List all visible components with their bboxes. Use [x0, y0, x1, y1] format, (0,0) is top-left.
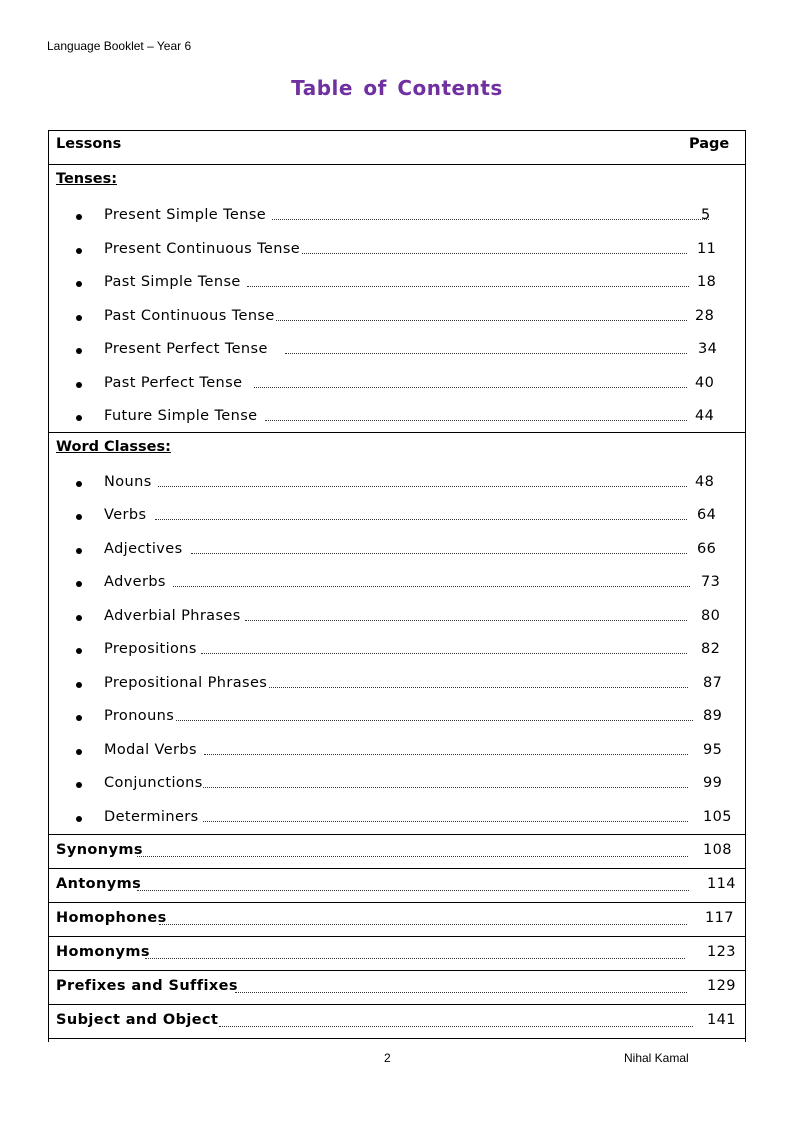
dot-leader	[254, 387, 687, 388]
lessons-column-header: Lessons	[56, 136, 122, 152]
section-title: Tenses:	[56, 171, 118, 187]
dot-leader	[203, 821, 688, 822]
dot-leader	[173, 586, 690, 587]
entry-page: 40	[695, 375, 715, 391]
entry-page: 34	[698, 341, 718, 357]
dot-leader	[219, 1026, 693, 1027]
entry-label: Nouns	[104, 474, 152, 490]
entry-label: Verbs	[104, 507, 147, 523]
page-title: Table of Contents	[291, 76, 503, 100]
entry-label: Future Simple Tense	[104, 408, 258, 424]
dot-leader	[247, 286, 689, 287]
dot-leader	[137, 856, 688, 857]
bullet-icon	[76, 715, 82, 721]
toc-entry[interactable]	[49, 207, 745, 234]
entry-page: 66	[697, 541, 717, 557]
entry-label: Past Continuous Tense	[104, 308, 275, 324]
bullet-icon	[76, 281, 82, 287]
entry-label: Adverbs	[104, 574, 166, 590]
entry-label: Conjunctions	[104, 775, 203, 791]
toc-entry-synonyms[interactable]	[49, 835, 745, 869]
dot-leader	[159, 924, 687, 925]
section-word-classes	[49, 433, 745, 835]
entry-label: Modal Verbs	[104, 742, 197, 758]
dot-leader	[137, 890, 689, 891]
bullet-icon	[76, 348, 82, 354]
entry-label: Past Perfect Tense	[104, 375, 243, 391]
toc-entry[interactable]	[49, 608, 745, 635]
toc-entry[interactable]	[49, 641, 745, 668]
dot-leader	[265, 420, 687, 421]
entry-label: Prefixes and Suffixes	[56, 978, 238, 994]
dot-leader	[176, 720, 693, 721]
bullet-icon	[76, 615, 82, 621]
entry-page: 28	[695, 308, 715, 324]
toc-entry[interactable]	[49, 408, 745, 435]
bullet-icon	[76, 749, 82, 755]
dot-leader	[204, 754, 688, 755]
bullet-icon	[76, 514, 82, 520]
entry-page: 48	[695, 474, 715, 490]
entry-page: 64	[697, 507, 717, 523]
entry-label: Prepositions	[104, 641, 197, 657]
entry-page: 18	[697, 274, 717, 290]
toc-entry[interactable]	[49, 742, 745, 769]
entry-label: Pronouns	[104, 708, 175, 724]
dot-leader	[158, 486, 687, 487]
entry-page: 105	[703, 809, 732, 825]
entry-page: 11	[697, 241, 717, 257]
entry-label: Antonyms	[56, 876, 142, 892]
dot-leader	[245, 620, 687, 621]
bullet-icon	[76, 415, 82, 421]
entry-label: Subject and Object	[56, 1012, 219, 1028]
toc-entry[interactable]	[49, 809, 745, 836]
running-header: Language Booklet – Year 6	[47, 39, 192, 53]
dot-leader	[201, 653, 687, 654]
bullet-icon	[76, 481, 82, 487]
bullet-icon	[76, 581, 82, 587]
bullet-icon	[76, 315, 82, 321]
page-column-header: Page	[689, 136, 730, 152]
entry-page: 73	[701, 574, 721, 590]
dot-leader	[155, 519, 687, 520]
entry-label: Present Continuous Tense	[104, 241, 301, 257]
dot-leader	[276, 320, 687, 321]
dot-leader	[235, 992, 687, 993]
entry-page: 82	[701, 641, 721, 657]
entry-page: 123	[707, 944, 736, 960]
entry-page: 117	[705, 910, 734, 926]
entry-page: 99	[703, 775, 723, 791]
toc-entry[interactable]	[49, 775, 745, 802]
bullet-icon	[76, 816, 82, 822]
dot-leader	[272, 219, 709, 220]
bullet-icon	[76, 648, 82, 654]
bullet-icon	[76, 382, 82, 388]
toc-entry-homonyms[interactable]	[49, 937, 745, 971]
toc-entry[interactable]	[49, 541, 745, 568]
entry-label: Present Simple Tense	[104, 207, 267, 223]
toc-entry[interactable]	[49, 574, 745, 601]
section-title: Word Classes:	[56, 439, 171, 455]
entry-label: Present Perfect Tense	[104, 341, 268, 357]
toc-header-row	[49, 131, 745, 165]
dot-leader	[191, 553, 687, 554]
toc-entry[interactable]	[49, 341, 745, 368]
footer-author: Nihal Kamal	[624, 1051, 689, 1065]
toc-entry[interactable]	[49, 375, 745, 402]
toc-entry[interactable]	[49, 241, 745, 268]
entry-page: 44	[695, 408, 715, 424]
entry-label: Determiners	[104, 809, 199, 825]
bullet-icon	[76, 214, 82, 220]
entry-label: Synonyms	[56, 842, 143, 858]
entry-label: Adverbial Phrases	[104, 608, 241, 624]
toc-entry-prefixes-suffixes[interactable]	[49, 971, 745, 1005]
entry-page: 87	[703, 675, 723, 691]
dot-leader	[203, 787, 688, 788]
footer-page-number: 2	[384, 1051, 391, 1065]
entry-page: 95	[703, 742, 723, 758]
toc-entry-antonyms[interactable]	[49, 869, 745, 903]
toc-entry[interactable]	[49, 308, 745, 335]
toc-entry[interactable]	[49, 708, 745, 735]
entry-page: 129	[707, 978, 736, 994]
toc-entry[interactable]	[49, 675, 745, 702]
entry-page: 114	[707, 876, 736, 892]
bullet-icon	[76, 682, 82, 688]
toc-entry[interactable]	[49, 474, 745, 501]
dot-leader	[145, 958, 685, 959]
section-tenses	[49, 165, 745, 433]
entry-label: Adjectives	[104, 541, 183, 557]
entry-page: 80	[701, 608, 721, 624]
entry-page: 5	[701, 207, 711, 223]
toc-entry[interactable]	[49, 507, 745, 534]
entry-page: 108	[703, 842, 732, 858]
toc-entry-homophones[interactable]	[49, 903, 745, 937]
bullet-icon	[76, 782, 82, 788]
toc-entry[interactable]	[49, 274, 745, 301]
dot-leader	[269, 687, 688, 688]
entry-page: 141	[707, 1012, 736, 1028]
entry-label: Homophones	[56, 910, 167, 926]
toc-entry-subject-object[interactable]	[49, 1005, 745, 1039]
entry-label: Prepositional Phrases	[104, 675, 268, 691]
dot-leader	[285, 353, 687, 354]
entry-page: 89	[703, 708, 723, 724]
entry-label: Homonyms	[56, 944, 150, 960]
dot-leader	[302, 253, 687, 254]
entry-label: Past Simple Tense	[104, 274, 241, 290]
table-of-contents	[48, 130, 746, 1042]
bullet-icon	[76, 548, 82, 554]
bullet-icon	[76, 248, 82, 254]
